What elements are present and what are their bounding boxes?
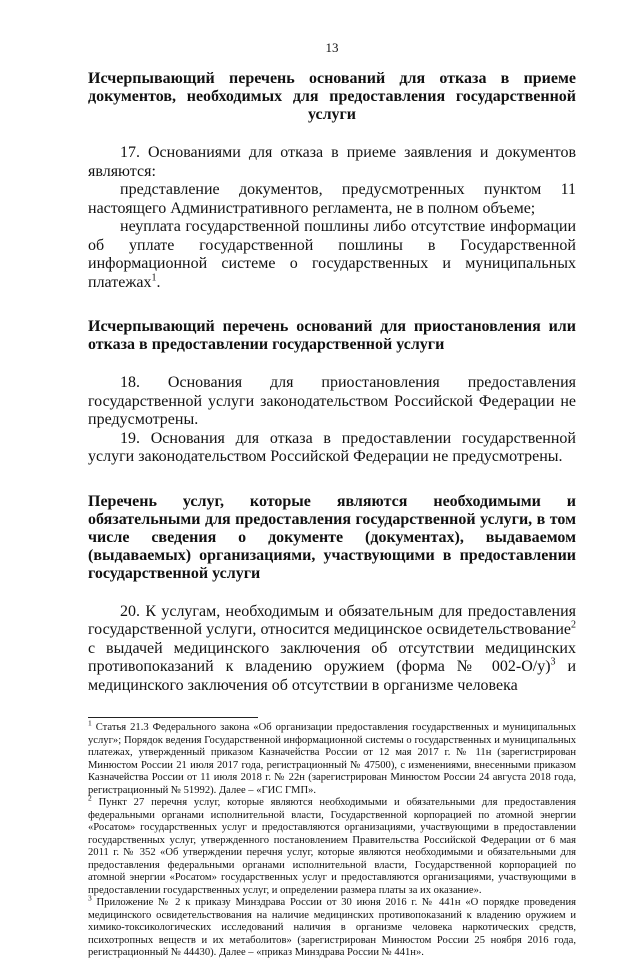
section-heading-refusal-acceptance: Исчерпывающий перечень оснований для отказа в приеме документов, необходимых для предоставления государственной услуги: [88, 70, 576, 123]
paragraph-19: 19. Основания для отказа в предоставлении государственной услуги законодательством Российской Федерации не предусмотрены.: [88, 429, 576, 465]
section-heading-required-services: Перечень услуг, которые являются необходимыми и обязательными для предоставления государственной услуги, в том числе сведения о документе (документах), выдаваемом (выдаваемых) организациями, участвующими в предоставлении государственной услуги: [88, 492, 576, 582]
section-heading-suspension: Исчерпывающий перечень оснований для приостановления или отказа в предоставлении государственной услуги: [88, 318, 576, 353]
footnote-3-text: Приложение № 2 к приказу Минздрава России от 30 июня 2016 г. № 441н «О порядке проведения медицинского освидетельствования на наличие медицинских противопоказаний к владению оружием и химико-токсикологических исследований наличия в организме человека наркотических средств, психотропных веществ и их метаболитов» (зарегистрирован Минюстом России 25 ноября 2016 года, регистрационный № 44430). Далее – «приказ Минздрава России № 441н».: [88, 897, 576, 958]
footnote-2-marker: 2: [88, 793, 92, 803]
paragraph-17: 17. Основаниями для отказа в приеме заявления и документов являются:: [88, 144, 576, 180]
footnotes: [88, 718, 576, 960]
footnote-1: [88, 718, 576, 797]
p20-part-c: и медицинского заключения об отсутствии в организме человека: [88, 658, 577, 694]
footnote-2-text: Пункт 27 перечня услуг, которые являются необходимыми и обязательными для предоставления федеральными органами исполнительной власти, Государственной корпорацией по атомной энергии «Росатом» государственных услуг и предоставляются организациями, участвующими в предоставлении государственных услуг, утвержденного постановлением Правительства Российской Федерации от 6 мая 2011 г. № 352 «Об утверждении перечня услуг, которые являются необходимыми и обязательными для предоставления федеральными органами исполнительной власти, Государственной корпорацией по атомной энергии «Росатом» государственных услуг и предоставляются организациями, участвующими в предоставлении государственных услуг, и определении размера платы за их оказание».: [88, 797, 576, 896]
footnote-3: [88, 893, 576, 960]
footnote-ref-3: 3: [550, 656, 556, 668]
page-number: 13: [325, 40, 339, 55]
footnote-3-marker: 3: [88, 893, 92, 903]
footnote-ref-2: 2: [571, 619, 576, 631]
footnote-2: [88, 793, 576, 897]
p20-part-b: с выдачей медицинского заключения об отсутствии медицинских противопоказаний к владению оружием (форма № 002-О/у): [88, 639, 576, 675]
paragraph-17-item-1: представление документов, предусмотренных пунктом 11 настоящего Административного регламента, не в полном объеме;: [88, 181, 576, 217]
paragraph-17-item-2: [88, 218, 576, 292]
item-2-text: неуплата государственной пошлины либо отсутствие информации об уплате государственной пошлины в Государственной информационной системе о государственных и муниципальных платежах: [88, 218, 576, 291]
p20-part-a: 20. К услугам, необходимым и обязательным для предоставления государственной услуги, относится медицинское освидетельствование: [88, 602, 576, 638]
item-2-end: .: [156, 273, 161, 291]
footnote-separator: [88, 717, 258, 718]
paragraph-18: 18. Основания для приостановления предоставления государственной услуги законодательством Российской Федерации не предусмотрены.: [88, 374, 576, 428]
footnote-ref-1: 1: [151, 272, 157, 284]
footnote-1-text: Статья 21.3 Федерального закона «Об организации предоставления государственных и муниципальных услуг»; Порядок ведения Государственной информационной системы о государственных и муниципальных платежах, утвержденный приказом Казначейства России от 12 мая 2017 г. № 11н (зарегистрирован Минюстом России 21 июля 2017 года, регистрационный № 47500), с изменениями, внесенными приказом Казначейства России от 11 июля 2018 г. № 22н (зарегистрирован Минюстом России 24 августа 2018 года, регистрационный № 51992). Далее – «ГИС ГМП».: [88, 722, 576, 796]
footnote-1-marker: 1: [88, 718, 92, 728]
paragraph-20: [88, 603, 576, 696]
